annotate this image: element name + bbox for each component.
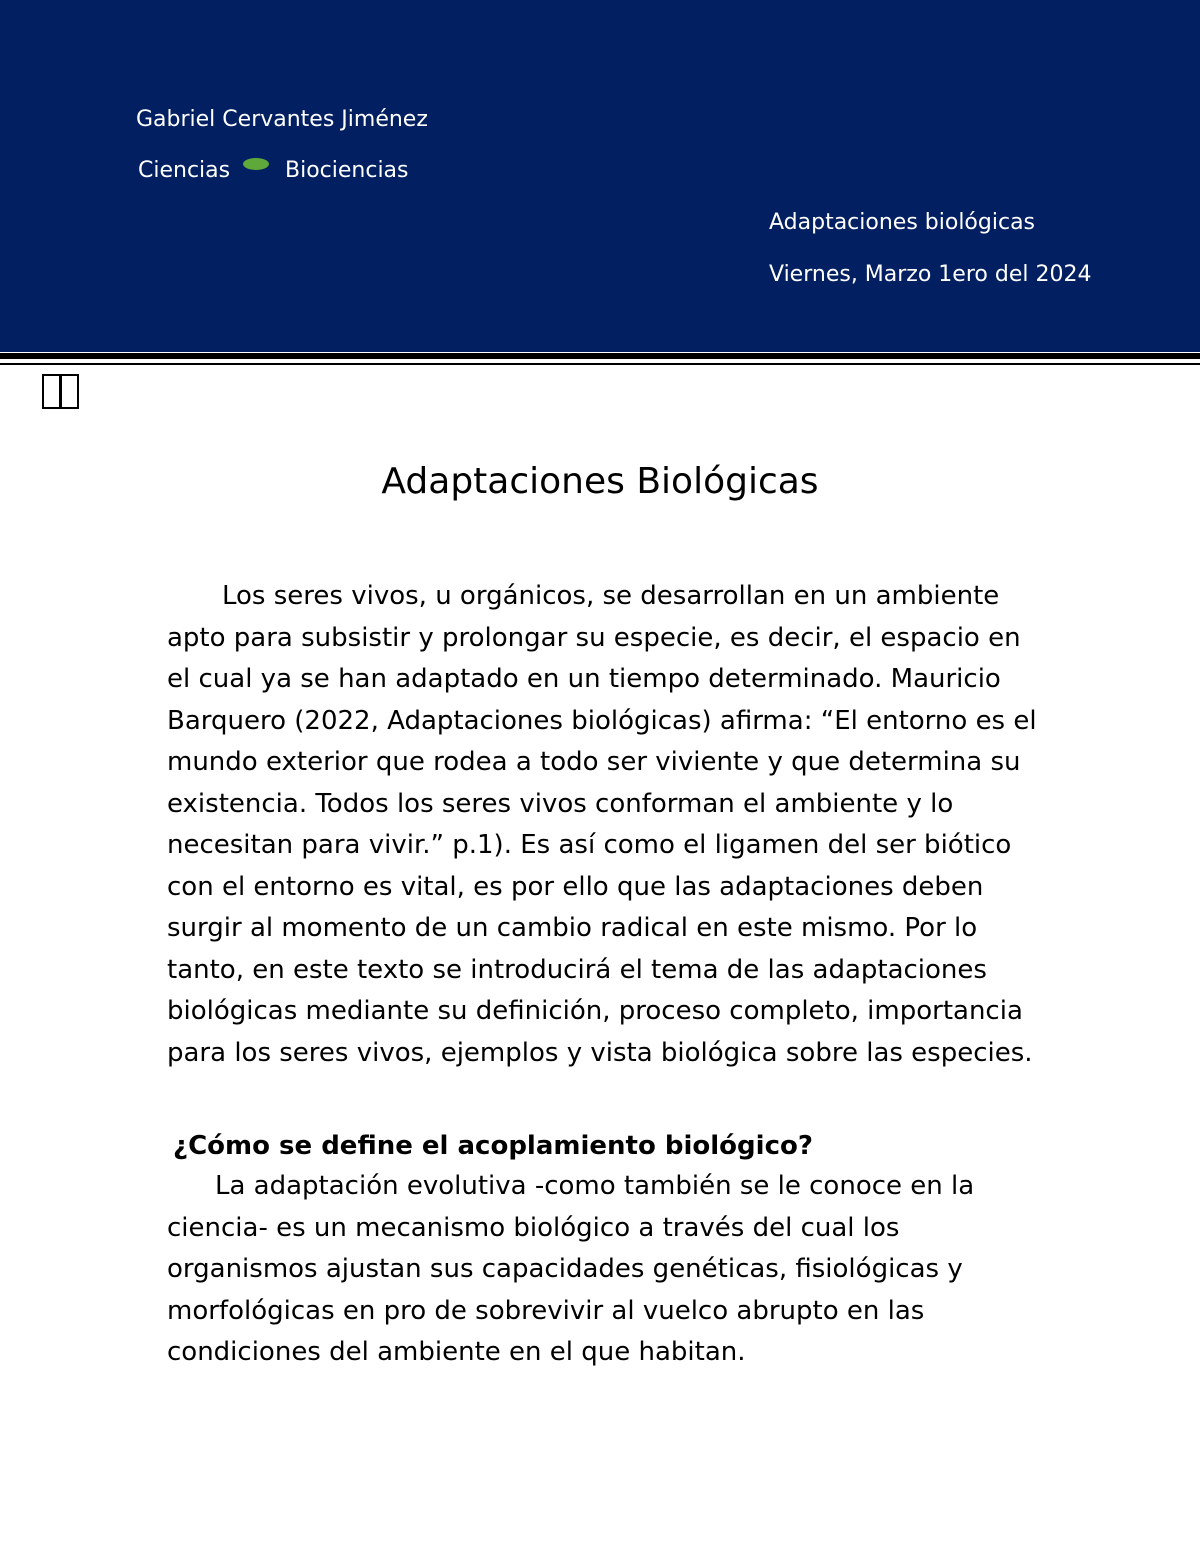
section-heading: ¿Cómo se define el acoplamiento biológico?: [173, 1131, 813, 1161]
section-paragraph: La adaptación evolutiva -como también se le conoce en la ciencia- es un mecanismo biológico a través del cual los organismos ajustan sus capacidades genéticas, fisiológicas y morfológicas en pro de sobrevivir al vuelco abrupto en las condiciones del ambiente en el que habitan.: [167, 1171, 975, 1367]
intro-paragraph: Los seres vivos, u orgánicos, se desarrollan en un ambiente apto para subsistir y prolongar su especie, es decir, el espacio en el cual ya se han adaptado en un tiempo determinado. Mauricio Barquero (2022, Adaptaciones biológicas) afirma: “El entorno es el mundo exterior que rodea a todo ser viviente y que determina su existencia. Todos los seres vivos conforman el ambiente y lo necesitan para vivir.” p.1). Es así como el ligamen del ser biótico con el entorno es vital, es por ello que las adaptaciones deben surgir al momento de un cambio radical en este mismo. Por lo tanto, en este texto se introducirá el tema de las adaptaciones biológicas mediante su definición, proceso completo, importancia para los seres vivos, ejemplos y vista biológica sobre las especies.: [167, 581, 1037, 1068]
header-divider-thin: [0, 363, 1200, 365]
header-band: [0, 0, 1200, 352]
date-label: Viernes, Marzo 1ero del 2024: [769, 262, 1092, 287]
subject-primary: Ciencias: [138, 158, 231, 183]
leaf-icon: [243, 158, 269, 170]
missing-glyph-icon: [42, 374, 78, 407]
author-name: Gabriel Cervantes Jiménez: [136, 107, 428, 132]
document-title: Adaptaciones Biológicas: [381, 461, 819, 502]
header-divider-thick: [0, 353, 1200, 359]
topic-label: Adaptaciones biológicas: [769, 210, 1036, 235]
subject-secondary: Biociencias: [285, 158, 409, 183]
